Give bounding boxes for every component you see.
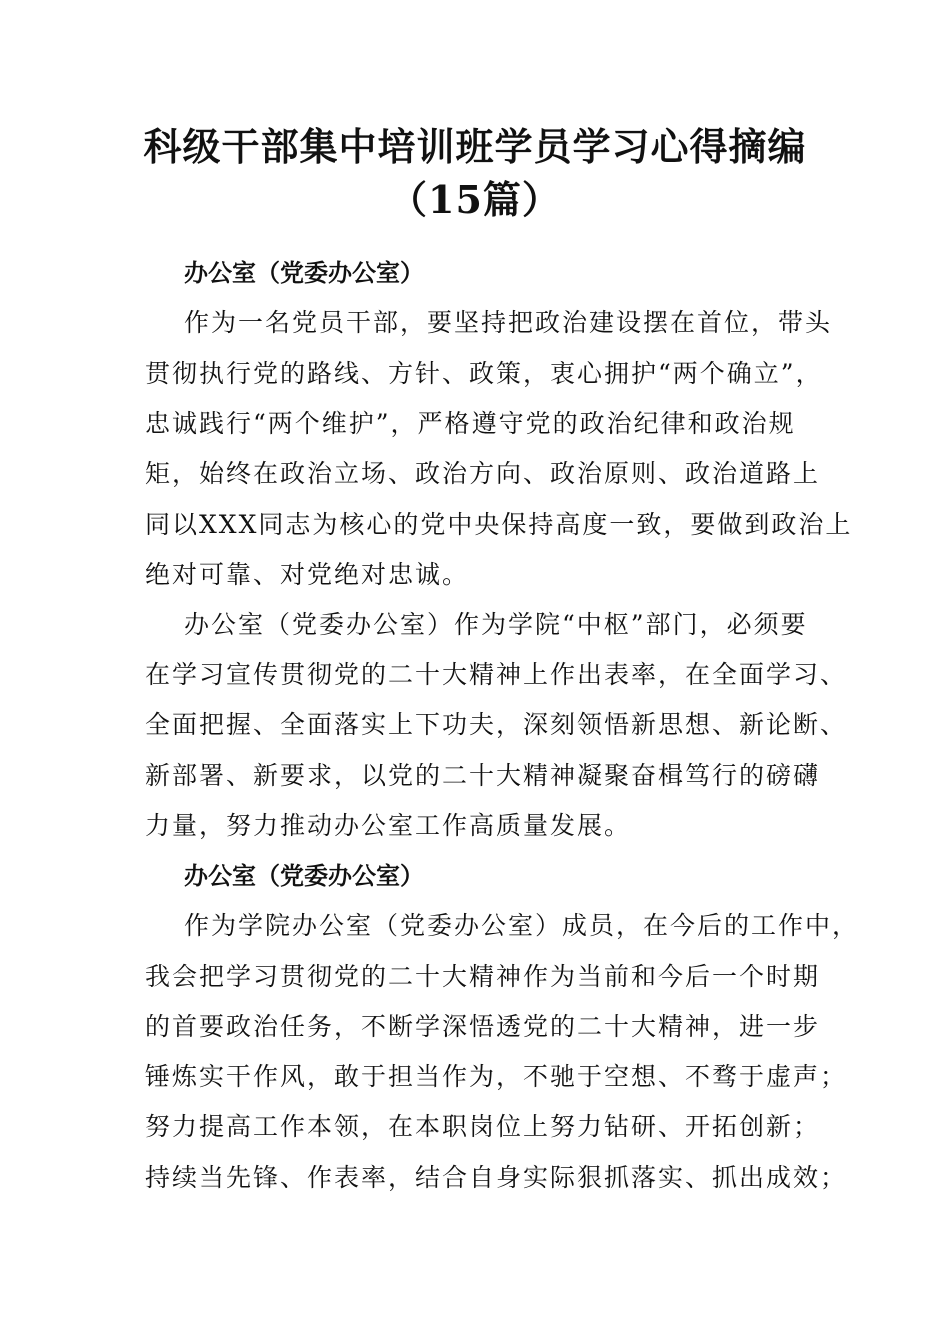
paragraph-line: 忠诚践行“两个维护”，严格遵守党的政治纪律和政治规 [145,409,796,438]
paragraph-line: 持续当先锋、作表率，结合自身实际狠抓落实、抓出成效； [145,1163,848,1192]
paragraph-line: 作为学院办公室（党委办公室）成员，在今后的工作中， [184,911,860,940]
paragraph-line: 绝对可靠、对党绝对忠诚。 [145,560,470,589]
paragraph-line: 同以XXX同志为核心的党中央保持高度一致，要做到政治上 [145,510,853,539]
paragraph-line: 在学习宣传贯彻党的二十大精神上作出表率，在全面学习、 [145,660,848,689]
paragraph-line: 我会把学习贯彻党的二十大精神作为当前和今后一个时期 [145,962,821,991]
paragraph-line: 办公室（党委办公室）作为学院“中枢”部门，必须要 [184,610,808,639]
paragraph-line: 全面把握、全面落实上下功夫，深刻领悟新思想、新论断、 [145,710,848,739]
section-heading: 办公室（党委办公室） [184,862,424,890]
document-title: 科级干部集中培训班学员学习心得摘编 [143,124,807,169]
paragraph-line: 贯彻执行党的路线、方针、政策，衷心拥护“两个确立”， [145,359,823,388]
section-heading: 办公室（党委办公室） [184,259,424,287]
paragraph-line: 的首要政治任务，不断学深悟透党的二十大精神，进一步 [145,1012,821,1041]
paragraph-line: 矩，始终在政治立场、政治方向、政治原则、政治道路上 [145,459,821,488]
paragraph-line: 新部署、新要求，以党的二十大精神凝聚奋楫笃行的磅礴 [145,761,821,790]
paragraph-line: 锤炼实干作风，敢于担当作为，不驰于空想、不骛于虚声； [145,1062,848,1091]
paragraph-line: 力量，努力推动办公室工作高质量发展。 [145,811,632,840]
document-subtitle: （15篇） [389,177,561,222]
paragraph-line: 作为一名党员干部，要坚持把政治建设摆在首位，带头 [184,308,833,337]
paragraph-line: 努力提高工作本领，在本职岗位上努力钻研、开拓创新； [145,1112,821,1141]
